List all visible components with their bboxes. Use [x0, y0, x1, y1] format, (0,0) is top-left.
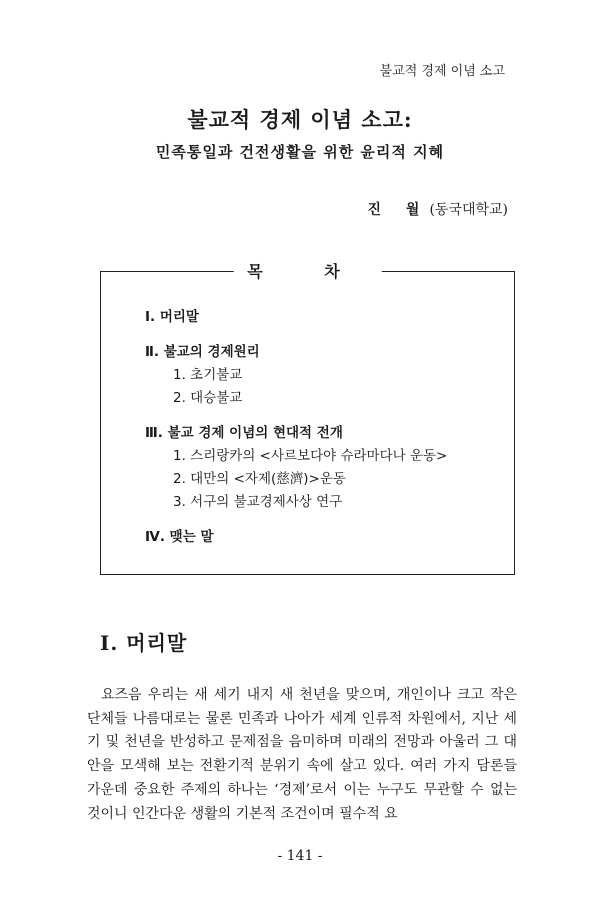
body-paragraph: 요즈음 우리는 새 세기 내지 새 천년을 맞으며, 개인이나 크고 작은 단체들 나름대로는 물론 민족과 나아가 세계 인류적 차원에서, 지난 세기 및 천년을 반성하고 문제점을 음미하며 미래의 전망과 아울러 그 대안을 모색해 보는 전환기적 분위기 속에 살고 있다. 여러 가지 담론들 가운데 중요한 주제의 하나는 ‘경제’로서 이는 누구도 무관할 수 없는 것이니 인간다운 생활의 기본적 조건이며 필수적 요	[87, 687, 517, 822]
paper-title: 불교적 경제 이념 소고:	[187, 107, 413, 132]
toc-section-label: Ⅱ. 불교의 경제원리	[145, 344, 260, 360]
table-of-contents	[100, 262, 515, 575]
toc-subitem: 2. 대승불교	[173, 390, 243, 406]
toc-list	[145, 306, 447, 561]
toc-section-label: Ⅲ. 불교 경제 이념의 현대적 전개	[145, 425, 343, 441]
page-number: - 141 -	[277, 848, 323, 864]
toc-subitem: 3. 서구의 불교경제사상 연구	[173, 494, 343, 510]
toc-heading: 목 차	[233, 259, 381, 282]
paper-subtitle: 민족통일과 건전생활을 위한 윤리적 지혜	[155, 143, 445, 161]
toc-section-4	[145, 526, 447, 549]
running-header: 불교적 경제 이념 소고	[379, 64, 505, 79]
section-heading: Ⅰ. 머리말	[100, 631, 188, 655]
toc-section-label: Ⅳ. 맺는 말	[145, 529, 214, 545]
toc-section-1	[145, 306, 447, 329]
toc-section-2	[145, 341, 447, 410]
author-line	[368, 199, 508, 219]
toc-section-3	[145, 422, 447, 514]
toc-subitem: 2. 대만의 <자제(慈濟)>운동	[173, 471, 346, 487]
author-affiliation: (동국대학교)	[429, 202, 508, 218]
author-name: 진 월	[367, 202, 430, 218]
toc-subitem: 1. 스리랑카의 <사르보다야 슈라마다나 운동>	[173, 448, 448, 464]
toc-subitem: 1. 초기불교	[173, 367, 243, 383]
toc-section-label: Ⅰ. 머리말	[145, 309, 199, 325]
